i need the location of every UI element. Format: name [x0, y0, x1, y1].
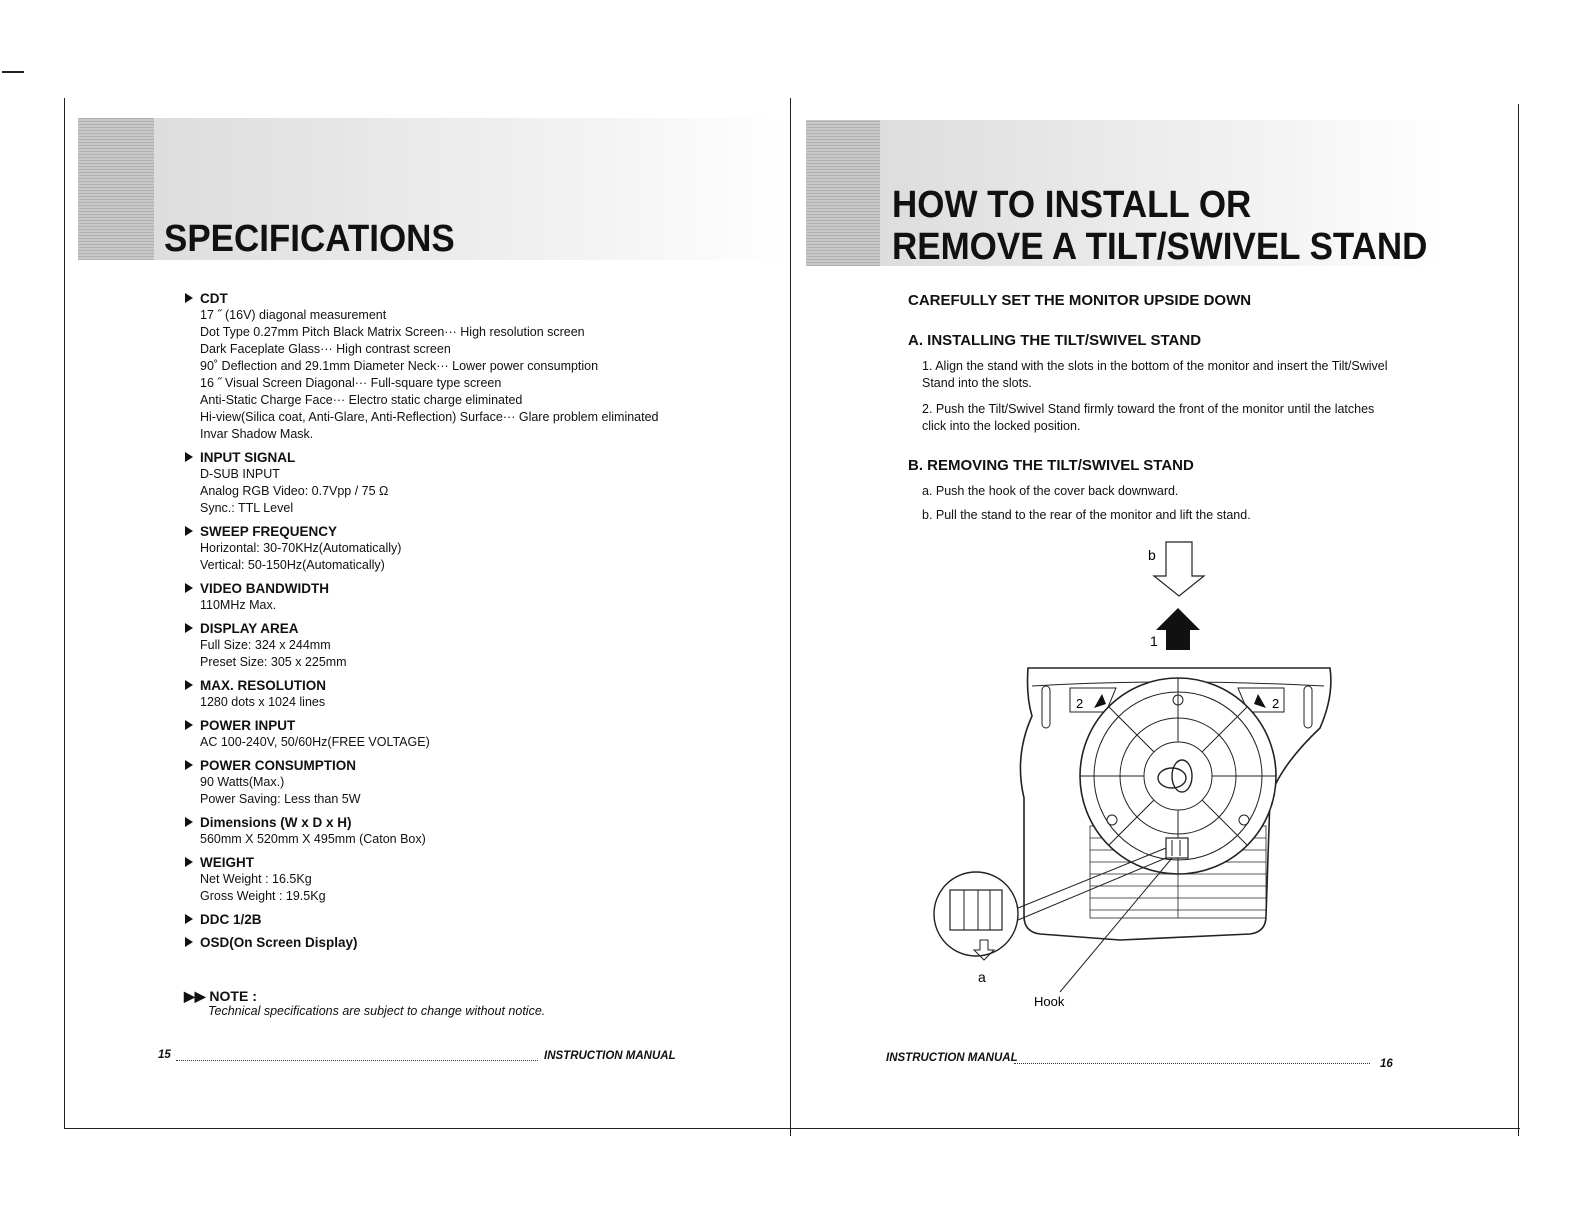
- note-text: Technical specifications are subject to change without notice.: [208, 1004, 546, 1018]
- left-footer-leader: [176, 1060, 538, 1061]
- install-title-line2: REMOVE A TILT/SWIVEL STAND: [892, 226, 1428, 268]
- spec-heading: DDC 1/2B: [184, 911, 744, 928]
- spec-line: Hi-view(Silica coat, Anti-Glare, Anti-Reflection) Surface··· Glare problem eliminated: [200, 410, 659, 424]
- spec-section: [184, 757, 744, 808]
- bottom-border: [64, 1128, 1520, 1129]
- spec-heading: CDT: [184, 290, 744, 307]
- right-page-number: 16: [1380, 1058, 1393, 1070]
- spec-line: D-SUB INPUT: [200, 467, 280, 481]
- spec-line: Net Weight : 16.5Kg: [200, 872, 312, 886]
- spec-line: 90 Watts(Max.): [200, 775, 285, 789]
- right-page-border: [1518, 104, 1519, 1136]
- spec-heading: WEIGHT: [184, 854, 744, 871]
- spec-section: [184, 911, 744, 928]
- spec-line: Power Saving: Less than 5W: [200, 792, 361, 806]
- spec-line: 90˚ Deflection and 29.1mm Diameter Neck··· Lower power consumption: [200, 359, 599, 373]
- spec-line: Anti-Static Charge Face··· Electro static charge eliminated: [200, 393, 523, 407]
- label-1: 1: [1150, 633, 1158, 649]
- spec-title-block: [78, 118, 154, 260]
- page-title: SPECIFICATIONS: [164, 218, 455, 260]
- spec-line: Dot Type 0.27mm Pitch Black Matrix Screen··· High resolution screen: [200, 325, 585, 339]
- label-hook: Hook: [1034, 994, 1065, 1009]
- spec-line: Sync.: TTL Level: [200, 501, 294, 515]
- install-title-line1: HOW TO INSTALL OR: [892, 184, 1252, 226]
- label-2-left: 2: [1076, 696, 1084, 711]
- label-2-right: 2: [1272, 696, 1280, 711]
- stand-diagram: [920, 536, 1350, 1016]
- spec-line: Full Size: 324 x 244mm: [200, 638, 331, 652]
- spec-section: [184, 620, 744, 671]
- page-divider: [790, 98, 791, 1136]
- spec-heading: INPUT SIGNAL: [184, 449, 744, 466]
- spec-line: 17 ˝ (16V) diagonal measurement: [200, 308, 387, 322]
- spec-heading: OSD(On Screen Display): [184, 934, 744, 951]
- label-b: b: [1148, 547, 1156, 563]
- spec-heading: DISPLAY AREA: [184, 620, 744, 637]
- spec-section: [184, 677, 744, 711]
- scan-mark: [2, 71, 24, 73]
- left-page-border: [64, 98, 65, 1128]
- install-step-2: 2. Push the Tilt/Swivel Stand firmly toward the front of the monitor until the latches click into the locked position.: [922, 402, 1375, 433]
- spec-line: Invar Shadow Mask.: [200, 427, 314, 441]
- install-title-block: [806, 120, 880, 266]
- spec-section: [184, 449, 744, 517]
- spec-line: Vertical: 50-150Hz(Automatically): [200, 558, 385, 572]
- spec-section: [184, 814, 744, 848]
- spec-heading: POWER CONSUMPTION: [184, 757, 744, 774]
- spec-line: Horizontal: 30-70KHz(Automatically): [200, 541, 402, 555]
- remove-heading: B. REMOVING THE TILT/SWIVEL STAND: [908, 457, 1194, 474]
- spec-line: Preset Size: 305 x 225mm: [200, 655, 347, 669]
- spec-section: [184, 854, 744, 905]
- arrow-1-icon: [1156, 608, 1200, 650]
- note-label: ▶▶ NOTE :: [184, 988, 257, 1004]
- arrow-b-icon: [1154, 542, 1204, 596]
- left-page-number: 15: [158, 1049, 171, 1061]
- install-step-1: 1. Align the stand with the slots in the bottom of the monitor and insert the Tilt/Swivel Stand into the slots.: [922, 359, 1388, 390]
- remove-step-a: a. Push the hook of the cover back downward.: [922, 484, 1179, 498]
- remove-step-b: b. Pull the stand to the rear of the monitor and lift the stand.: [922, 508, 1251, 522]
- hook-detail-callout: [934, 872, 1018, 956]
- spec-heading: POWER INPUT: [184, 717, 744, 734]
- spec-section: [184, 717, 744, 751]
- install-heading: A. INSTALLING THE TILT/SWIVEL STAND: [908, 332, 1202, 349]
- spec-line: 1280 dots x 1024 lines: [200, 695, 326, 709]
- spec-list: [184, 290, 744, 957]
- spec-line: Dark Faceplate Glass··· High contrast screen: [200, 342, 451, 356]
- spec-heading: VIDEO BANDWIDTH: [184, 580, 744, 597]
- spec-section: [184, 580, 744, 614]
- right-footer-label: INSTRUCTION MANUAL: [886, 1052, 1018, 1064]
- spec-heading: SWEEP FREQUENCY: [184, 523, 744, 540]
- left-footer-label: INSTRUCTION MANUAL: [544, 1050, 676, 1062]
- spec-line: AC 100-240V, 50/60Hz(FREE VOLTAGE): [200, 735, 430, 749]
- intro-heading: CAREFULLY SET THE MONITOR UPSIDE DOWN: [908, 292, 1252, 309]
- label-a: a: [978, 969, 986, 985]
- right-footer-leader: [1014, 1063, 1370, 1064]
- spec-line: 110MHz Max.: [200, 598, 277, 612]
- spec-heading: MAX. RESOLUTION: [184, 677, 744, 694]
- hook: [1166, 838, 1188, 858]
- spec-section: [184, 523, 744, 574]
- spec-line: 560mm X 520mm X 495mm (Caton Box): [200, 832, 426, 846]
- spec-line: 16 ˝ Visual Screen Diagonal··· Full-square type screen: [200, 376, 502, 390]
- spec-line: Gross Weight : 19.5Kg: [200, 889, 326, 903]
- spec-heading: Dimensions (W x D x H): [184, 814, 744, 831]
- spec-section: [184, 934, 744, 951]
- spec-line: Analog RGB Video: 0.7Vpp / 75 Ω: [200, 484, 389, 498]
- spec-section: [184, 290, 744, 443]
